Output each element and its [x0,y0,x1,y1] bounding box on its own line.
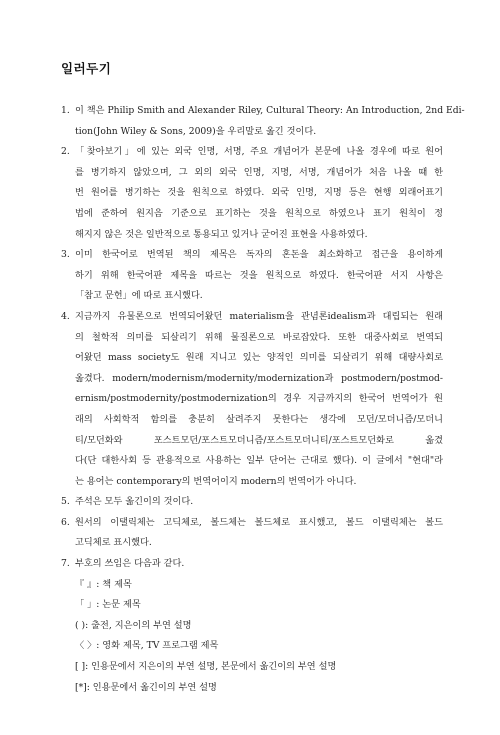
text-line: 「찾아보기」에 있는 외국 인명, 서명, 주요 개념어가 본문에 나올 경우에 따로 원어 [75,146,443,158]
text-line: 래의 사회학적 함의를 충분히 살려주지 못한다는 생각에 모던/모더니즘/모더니 [75,413,443,425]
list-item [61,513,443,554]
item-number: 5. [61,496,70,508]
symbol-entry: [ ]: 인용문에서 지은이의 부연 설명, 본문에서 옮긴이의 부연 설명 [75,661,337,673]
text-line: 번 원어를 병기하는 것을 원칙으로 하였다. 외국 인명, 지명 등은 현행 외래어표기 [75,187,443,199]
text-line: 옮겼다. modern/modernism/modernity/modernization과 postmodern/postmod- [75,372,443,384]
symbol-entry: ( ): 출전, 지은이의 부연 설명 [75,619,192,631]
item-number: 4. [61,310,70,322]
text-line: 이미 한국어로 번역된 책의 제목은 독자의 혼돈을 최소화하고 접근을 용이하게 [75,249,443,261]
item-number: 7. [61,558,70,570]
text-line: 이 책은 Philip Smith and Alexander Riley, Cultural Theory: An Introduction, 2nd Edi- [75,105,465,116]
item-text [75,513,443,554]
item-text [75,245,443,307]
text-line: 해지지 않은 것은 일반적으로 통용되고 있거나 굳어진 표현을 사용하였다. [75,228,368,240]
text-line: tion(John Wiley & Sons, 2009)을 우리말로 옮긴 것이다. [75,125,317,137]
item-number: 3. [61,249,70,261]
text-line: 티/모던화와 포스트모던/포스트모더니즘/포스트모더니티/포스트모던화로 옮겼 [75,434,443,446]
symbol-entry: 「 」: 논문 제목 [75,599,141,611]
text-line: 「참고 문헌」에 따로 표시했다. [75,290,203,302]
text-line: 어왔던 mass society도 원래 지니고 있는 양적인 의미를 되살리기 위해 대량사회로 [75,352,443,364]
symbol-entry: [*]: 인용문에서 옮긴이의 부연 설명 [75,681,217,693]
text-line: 부호의 쓰임은 다음과 같다. [75,558,185,570]
item-number: 6. [61,516,70,528]
symbol-entry: 『 』: 책 제목 [75,578,132,590]
list-item [61,142,443,245]
item-number: 1. [61,105,70,116]
item-text [75,554,443,575]
text-line: 는 용어는 contemporary의 번역어이지 modern의 번역어가 아니다. [75,475,357,487]
item-number: 2. [61,146,70,158]
list-item [61,492,443,513]
list-item [61,554,443,575]
item-text [75,307,443,492]
item-text [75,142,443,245]
text-line: 고딕체로 표시했다. [75,537,152,549]
text-line: 주석은 모두 옮긴이의 것이다. [75,496,194,508]
text-line: 원서의 이탤릭체는 고딕체로, 볼드체는 볼드체로 표시했고, 볼드 이탤릭체는 볼드 [75,516,443,528]
list-item [61,307,443,492]
list-item [61,245,443,307]
text-line: 를 병기하지 않았으며, 그 외의 외국 인명, 지명, 서명, 개념어가 처음 나올 때 한 [75,166,443,178]
item-text [75,101,465,142]
text-line: 지금까지 유물론으로 번역되어왔던 materialism을 관념론idealism과 대립되는 원래 [75,310,443,322]
item-text [75,492,443,513]
text-line: ernism/postmodernity/postmodernization의 경우 지금까지의 한국어 번역어가 원 [75,393,443,405]
page-heading: 일러두기 [61,61,112,76]
notes-list [61,101,465,698]
symbol-entry: 〈 〉: 영화 제목, TV 프로그램 제목 [75,640,219,652]
text-line: 법에 준하여 원지음 기준으로 표기하는 것을 원칙으로 하였으나 표기 원칙이 정 [75,207,443,219]
symbol-legend [61,575,443,699]
text-line: 하기 위해 한국어판 제목을 따르는 것을 원칙으로 하였다. 한국어판 서지 사항은 [75,269,443,281]
text-line: 의 철학적 의미를 되살리기 위해 물질론으로 바로잡았다. 또한 대중사회로 번역되 [75,331,443,343]
text-line: 다(단 대한사회 등 관용적으로 사용하는 일부 단어는 근대로 했다). 이 글에서 "현대"라 [75,455,443,467]
list-item [61,101,465,142]
